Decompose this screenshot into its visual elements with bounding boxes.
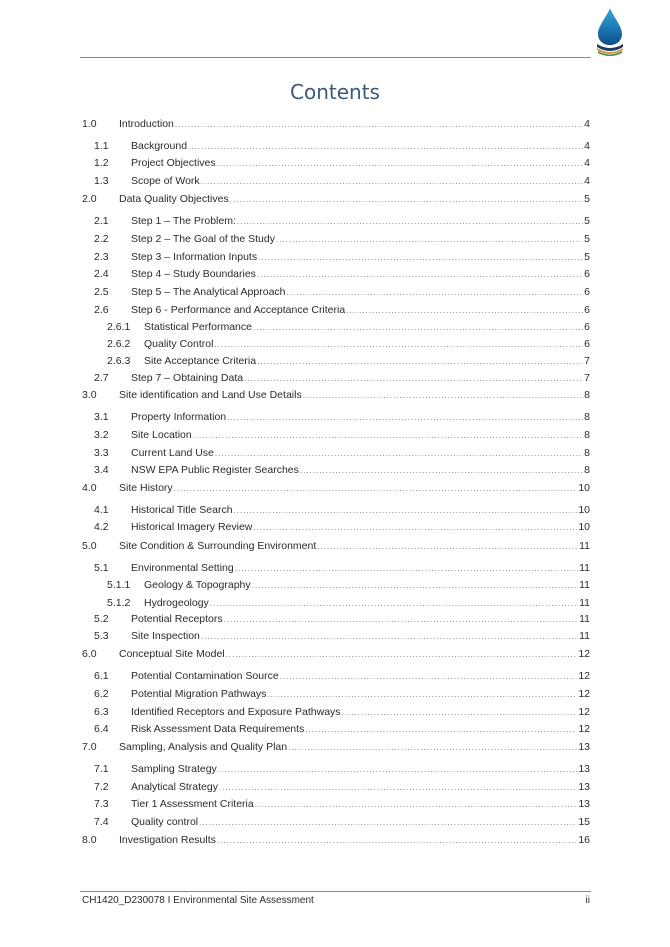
toc-dot-leader (244, 372, 583, 386)
toc-entry[interactable] (82, 539, 590, 553)
toc-entry-number: 1.2 (94, 157, 109, 169)
toc-entry-page: 8 (584, 464, 590, 476)
toc-entry[interactable] (82, 192, 590, 206)
toc-entry-number: 2.0 (82, 193, 97, 205)
toc-entry-number: 7.3 (94, 798, 109, 810)
toc-entry-page: 6 (584, 304, 590, 316)
toc-entry-title: Site Location (131, 429, 192, 441)
toc-entry-page: 11 (579, 613, 590, 625)
toc-entry[interactable] (94, 815, 590, 829)
toc-dot-leader (235, 562, 578, 576)
toc-dot-leader (257, 355, 583, 369)
toc-entry[interactable] (94, 520, 590, 534)
toc-entry-page: 6 (584, 338, 590, 350)
toc-entry-page: 4 (584, 140, 590, 152)
toc-entry-page: 8 (584, 411, 590, 423)
toc-entry-title: Step 3 – Information Inputs (131, 251, 258, 263)
toc-entry-number: 2.4 (94, 268, 109, 280)
toc-entry[interactable] (94, 214, 590, 228)
toc-entry[interactable] (107, 337, 590, 351)
toc-entry-page: 11 (579, 597, 590, 609)
toc-entry-number: 2.6 (94, 304, 109, 316)
toc-dot-leader (217, 834, 577, 848)
toc-entry-page: 10 (578, 482, 590, 494)
toc-dot-leader (346, 304, 583, 318)
toc-dot-leader (215, 447, 583, 461)
toc-entry-title: Current Land Use (131, 447, 214, 459)
toc-dot-leader (267, 688, 577, 702)
toc-dot-leader (227, 411, 583, 425)
toc-entry-title: Identified Receptors and Exposure Pathways (131, 706, 341, 718)
toc-entry-number: 3.4 (94, 464, 109, 476)
toc-entry-number: 4.2 (94, 521, 109, 533)
footer-document-id: CH1420_D230078 I Environmental Site Assessment (82, 895, 314, 906)
toc-entry[interactable] (94, 303, 590, 317)
toc-entry-page: 10 (578, 521, 590, 533)
toc-entry-page: 13 (578, 781, 590, 793)
toc-entry-page: 7 (584, 372, 590, 384)
toc-entry-number: 1.1 (94, 140, 109, 152)
toc-entry[interactable] (107, 596, 590, 610)
toc-entry-number: 4.1 (94, 504, 109, 516)
toc-entry-page: 8 (584, 389, 590, 401)
toc-entry[interactable] (94, 503, 590, 517)
toc-dot-leader (193, 429, 583, 443)
toc-entry-page: 16 (578, 834, 590, 846)
toc-dot-leader (280, 670, 578, 684)
toc-entry-title: Analytical Strategy (131, 781, 218, 793)
toc-entry-title: Potential Migration Pathways (131, 688, 267, 700)
toc-entry-number: 2.5 (94, 286, 109, 298)
toc-entry-title: Property Information (131, 411, 227, 423)
toc-entry-title: Conceptual Site Model (119, 648, 225, 660)
toc-entry-title: Risk Assessment Data Requirements (131, 723, 305, 735)
toc-entry[interactable] (82, 117, 590, 131)
toc-entry-title: Tier 1 Assessment Criteria (131, 798, 254, 810)
toc-entry-number: 3.2 (94, 429, 109, 441)
toc-dot-leader (199, 816, 577, 830)
toc-entry[interactable] (94, 722, 590, 736)
toc-entry-title: Hydrogeology (144, 597, 209, 609)
toc-entry-number: 7.2 (94, 781, 109, 793)
toc-entry-title: Historical Title Search (131, 504, 233, 516)
toc-dot-leader (226, 648, 578, 662)
toc-entry-page: 5 (584, 233, 590, 245)
toc-entry-title: Introduction (119, 118, 174, 130)
toc-entry-number: 8.0 (82, 834, 97, 846)
toc-entry-page: 6 (584, 268, 590, 280)
toc-entry[interactable] (94, 371, 590, 385)
toc-dot-leader (188, 140, 583, 154)
toc-entry-number: 6.1 (94, 670, 109, 682)
toc-entry-number: 2.7 (94, 372, 109, 384)
toc-entry-title: Potential Receptors (131, 613, 223, 625)
toc-entry[interactable] (94, 250, 590, 264)
toc-entry-page: 11 (579, 579, 590, 591)
toc-entry-title: Sampling, Analysis and Quality Plan (119, 741, 288, 753)
toc-entry[interactable] (94, 629, 590, 643)
toc-entry-page: 6 (584, 321, 590, 333)
toc-entry-number: 1.0 (82, 118, 97, 130)
toc-entry-page: 12 (578, 706, 590, 718)
toc-entry-title: Site identification and Land Use Details (119, 389, 302, 401)
toc-entry[interactable] (94, 687, 590, 701)
toc-entry-title: Site Inspection (131, 630, 200, 642)
toc-entry-number: 5.2 (94, 613, 109, 625)
toc-dot-leader (288, 741, 577, 755)
toc-entry-page: 12 (578, 648, 590, 660)
toc-entry-number: 2.1 (94, 215, 109, 227)
toc-entry-page: 6 (584, 286, 590, 298)
toc-entry-number: 3.0 (82, 389, 97, 401)
page-title: Contents (290, 80, 380, 104)
toc-entry-number: 3.3 (94, 447, 109, 459)
toc-dot-leader (255, 798, 578, 812)
toc-entry-page: 12 (578, 688, 590, 700)
toc-entry-title: Project Objectives (131, 157, 216, 169)
toc-entry[interactable] (94, 267, 590, 281)
toc-dot-leader (237, 215, 583, 229)
toc-entry[interactable] (82, 740, 590, 754)
toc-entry-title: Environmental Setting (131, 562, 234, 574)
toc-entry-title: Potential Contamination Source (131, 670, 279, 682)
toc-entry-number: 2.2 (94, 233, 109, 245)
toc-entry-number: 6.3 (94, 706, 109, 718)
toc-entry-number: 2.3 (94, 251, 109, 263)
toc-entry[interactable] (94, 174, 590, 188)
toc-entry-title: Historical Imagery Review (131, 521, 253, 533)
toc-entry[interactable] (107, 320, 590, 334)
toc-entry[interactable] (94, 762, 590, 776)
toc-dot-leader (300, 464, 583, 478)
toc-entry-page: 12 (578, 723, 590, 735)
toc-entry-page: 4 (584, 175, 590, 187)
toc-entry-page: 5 (584, 193, 590, 205)
toc-entry-title: Site Acceptance Criteria (144, 355, 257, 367)
toc-entry[interactable] (94, 561, 590, 575)
toc-entry-page: 8 (584, 429, 590, 441)
toc-entry-page: 4 (584, 118, 590, 130)
toc-entry-title: NSW EPA Public Register Searches (131, 464, 299, 476)
toc-entry-page: 10 (578, 504, 590, 516)
toc-entry-number: 6.4 (94, 723, 109, 735)
toc-entry-number: 7.4 (94, 816, 109, 828)
toc-dot-leader (317, 540, 578, 554)
toc-dot-leader (252, 579, 578, 593)
toc-entry[interactable] (107, 354, 590, 368)
toc-dot-leader (217, 157, 584, 171)
toc-entry-number: 5.3 (94, 630, 109, 642)
toc-entry[interactable] (94, 232, 590, 246)
toc-entry-title: Scope of Work (131, 175, 200, 187)
toc-entry-title: Data Quality Objectives (119, 193, 229, 205)
toc-entry[interactable] (94, 797, 590, 811)
toc-entry-number: 5.0 (82, 540, 97, 552)
toc-entry[interactable] (94, 428, 590, 442)
toc-entry-title: Step 7 – Obtaining Data (131, 372, 244, 384)
toc-dot-leader (224, 613, 578, 627)
toc-entry-title: Geology & Topography (144, 579, 251, 591)
toc-entry[interactable] (94, 156, 590, 170)
toc-entry-page: 11 (579, 562, 590, 574)
toc-dot-leader (234, 504, 578, 518)
toc-dot-leader (175, 118, 583, 132)
toc-dot-leader (257, 268, 583, 282)
toc-entry[interactable] (82, 833, 590, 847)
toc-entry-page: 13 (578, 798, 590, 810)
toc-entry-title: Site Condition & Surrounding Environment (119, 540, 317, 552)
toc-entry-number: 5.1.2 (107, 597, 131, 609)
toc-entry-number: 2.6.2 (107, 338, 131, 350)
toc-entry-number: 5.1 (94, 562, 109, 574)
toc-entry-number: 2.6.1 (107, 321, 131, 333)
toc-entry-title: Step 5 – The Analytical Approach (131, 286, 286, 298)
toc-dot-leader (210, 597, 578, 611)
toc-entry-number: 7.1 (94, 763, 109, 775)
toc-entry-page: 13 (578, 763, 590, 775)
toc-entry[interactable] (94, 780, 590, 794)
toc-entry[interactable] (94, 139, 590, 153)
toc-entry-title: Step 4 – Study Boundaries (131, 268, 256, 280)
toc-entry[interactable] (94, 285, 590, 299)
toc-dot-leader (214, 338, 583, 352)
toc-entry[interactable] (94, 446, 590, 460)
toc-entry-page: 4 (584, 157, 590, 169)
toc-entry-number: 6.2 (94, 688, 109, 700)
toc-entry-number: 4.0 (82, 482, 97, 494)
toc-entry-page: 8 (584, 447, 590, 459)
toc-entry-title: Step 1 – The Problem: (131, 215, 236, 227)
toc-entry-page: 11 (579, 540, 590, 552)
toc-entry-number: 1.3 (94, 175, 109, 187)
toc-entry[interactable] (94, 612, 590, 626)
toc-entry-number: 2.6.3 (107, 355, 131, 367)
toc-dot-leader (230, 193, 583, 207)
toc-entry[interactable] (107, 578, 590, 592)
toc-dot-leader (305, 723, 577, 737)
toc-dot-leader (218, 763, 578, 777)
toc-dot-leader (219, 781, 577, 795)
toc-entry-page: 5 (584, 215, 590, 227)
toc-entry-page: 15 (578, 816, 590, 828)
toc-dot-leader (174, 482, 578, 496)
toc-dot-leader (258, 251, 583, 265)
toc-entry-page: 13 (578, 741, 590, 753)
toc-dot-leader (303, 389, 583, 403)
toc-entry-page: 11 (579, 630, 590, 642)
toc-entry-title: Background (131, 140, 188, 152)
toc-dot-leader (201, 630, 578, 644)
toc-entry-title: Quality Control (144, 338, 214, 350)
toc-entry-page: 5 (584, 251, 590, 263)
toc-entry[interactable] (82, 388, 590, 402)
footer-page-number: ii (585, 895, 590, 906)
toc-dot-leader (201, 175, 583, 189)
toc-dot-leader (287, 286, 584, 300)
toc-entry[interactable] (82, 481, 590, 495)
toc-entry-title: Step 6 - Performance and Acceptance Criteria (131, 304, 346, 316)
toc-entry-title: Investigation Results (119, 834, 216, 846)
toc-entry-number: 6.0 (82, 648, 97, 660)
toc-entry[interactable] (82, 647, 590, 661)
toc-dot-leader (253, 321, 583, 335)
toc-entry-number: 5.1.1 (107, 579, 131, 591)
toc-entry[interactable] (94, 705, 590, 719)
toc-dot-leader (276, 233, 583, 247)
toc-entry-title: Quality control (131, 816, 199, 828)
toc-entry[interactable] (94, 463, 590, 477)
toc-entry-page: 7 (584, 355, 590, 367)
toc-dot-leader (342, 706, 578, 720)
toc-entry-title: Statistical Performance (144, 321, 252, 333)
toc-entry-title: Sampling Strategy (131, 763, 217, 775)
toc-dot-leader (253, 521, 577, 535)
toc-entry-page: 12 (578, 670, 590, 682)
toc-entry-title: Site History (119, 482, 173, 494)
toc-entry-number: 3.1 (94, 411, 109, 423)
toc-entry-number: 7.0 (82, 741, 97, 753)
toc-entry[interactable] (94, 410, 590, 424)
footer-divider (80, 891, 591, 892)
toc-entry[interactable] (94, 669, 590, 683)
toc-entry-title: Step 2 – The Goal of the Study (131, 233, 275, 245)
